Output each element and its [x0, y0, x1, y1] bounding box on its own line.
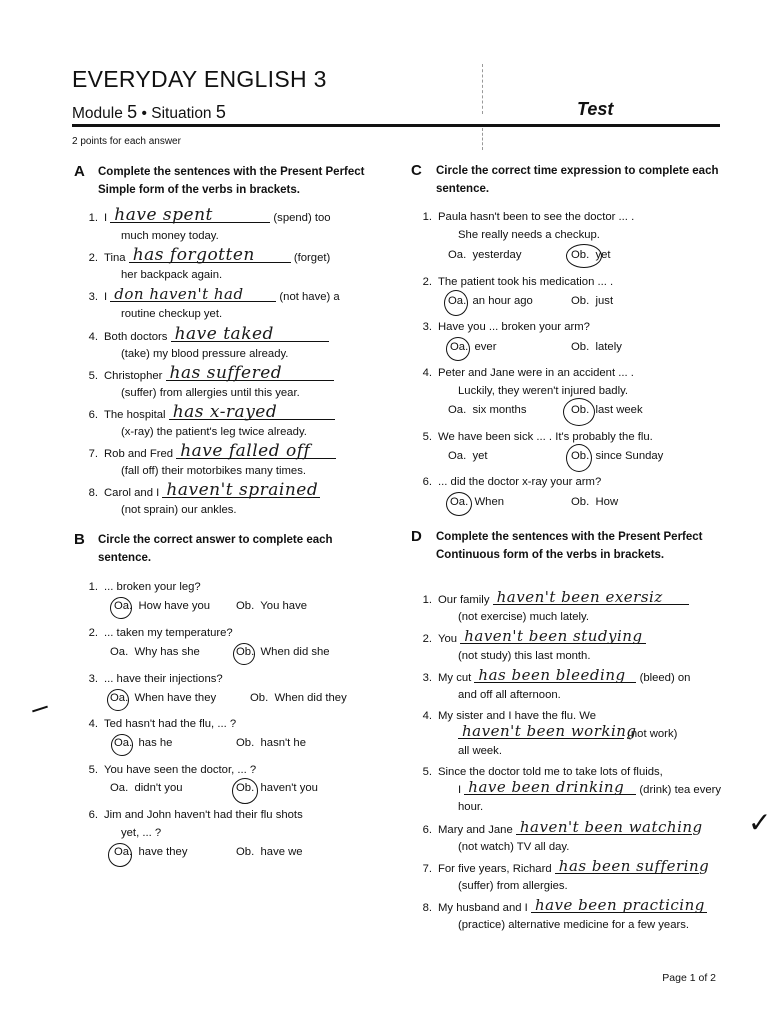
module-number: 5 [127, 102, 138, 122]
a-q4 [74, 324, 329, 346]
option-letter: Oa. [448, 404, 467, 416]
bullet: • [141, 105, 147, 122]
b-q2 [74, 624, 233, 642]
answer-blank[interactable] [460, 629, 646, 644]
q-text: My sister and I have the flu. We [438, 710, 597, 722]
d-q5-line2 [458, 780, 721, 799]
section-b-instructions: Circle the correct answer to complete each sentence. [98, 534, 333, 564]
c-q3-option-b[interactable] [571, 341, 622, 353]
option-letter: Ob. [236, 646, 255, 658]
q-number: 2. [422, 276, 432, 288]
b-q1-option-b[interactable] [236, 600, 307, 612]
d-q6-line2: (not watch) TV all day. [458, 841, 570, 853]
q-text: The hospital [104, 409, 166, 421]
c-q2-option-b[interactable] [571, 295, 613, 307]
answer-circle [111, 734, 133, 756]
q-number: 5. [88, 764, 98, 776]
q-text: Peter and Jane were in an accident ... . [438, 367, 634, 379]
b-q6 [74, 806, 303, 824]
answer-circle [232, 778, 258, 804]
a-q2 [74, 245, 331, 267]
q-number: 5. [88, 370, 98, 382]
option-text: yet [595, 249, 611, 261]
option-letter: Oa. [448, 450, 467, 462]
option-letter: Oa. [448, 249, 467, 261]
a-q7 [74, 441, 336, 463]
q-text: Both doctors [104, 331, 168, 343]
d-q7 [408, 857, 710, 878]
option-text: just [595, 295, 614, 307]
pen-mark [32, 706, 48, 713]
answer-circle [563, 398, 595, 426]
q-text: (bleed) on [639, 672, 691, 684]
option-text: ever [474, 341, 497, 353]
option-text: haven't you [260, 782, 318, 794]
b-q4 [74, 715, 236, 733]
answer-circle [446, 337, 470, 361]
handwritten-answer: have been drinking [468, 778, 625, 796]
section-d-letter: D [411, 528, 422, 545]
handwritten-answer: don haven't had [114, 285, 244, 303]
q-number: 6. [422, 824, 432, 836]
q-number: 6. [88, 409, 98, 421]
situation-label: Situation [151, 105, 212, 122]
a-q8-line2: (not sprain) our ankles. [121, 504, 237, 516]
option-letter: Oa. [450, 341, 469, 353]
option-text: has he [138, 737, 173, 749]
d-q1 [408, 590, 689, 609]
module-heading [72, 102, 226, 123]
q-number: 3. [88, 673, 98, 685]
a-q7-line2: (fall off) their motorbikes many times. [121, 465, 306, 477]
d-q6 [408, 818, 703, 839]
q-number: 8. [88, 487, 98, 499]
q-text: We have been sick ... . It's probably the flu. [438, 431, 653, 443]
d-q7-line2: (suffer) from allergies. [458, 880, 568, 892]
answer-blank[interactable] [110, 205, 270, 225]
c-q5-option-a[interactable] [448, 450, 488, 462]
answer-blank[interactable] [458, 722, 637, 740]
c-q4 [408, 364, 634, 382]
q-text: (drink) tea every [639, 784, 722, 796]
q-number: 5. [422, 766, 432, 778]
q-text: ... broken your leg? [104, 581, 201, 593]
q-text: (not work) [627, 728, 678, 740]
option-text: yet [472, 450, 488, 462]
a-q3-line2: routine checkup yet. [121, 308, 223, 320]
q-number: 6. [88, 809, 98, 821]
q-text: Mary and Jane [438, 824, 513, 836]
d-q8-line2: (practice) alternative medicine for a few years. [458, 919, 690, 931]
answer-blank[interactable] [555, 857, 710, 875]
option-letter: Oa. [110, 782, 129, 794]
d-q4-line2 [458, 724, 677, 743]
handwritten-answer: have been practicing [534, 896, 705, 914]
c-q1-line2: She really needs a checkup. [458, 229, 600, 241]
q-text: Have you ... broken your arm? [438, 321, 590, 333]
answer-blank[interactable] [176, 441, 336, 461]
answer-circle [446, 492, 472, 516]
answer-blank[interactable] [493, 590, 689, 605]
answer-circle [566, 244, 602, 268]
option-text: When did she [260, 646, 330, 658]
b-q5-option-a[interactable] [110, 782, 183, 794]
option-letter: Ob. [236, 737, 255, 749]
a-q1 [74, 205, 331, 227]
section-b-letter: B [74, 531, 85, 548]
b-q3-option-b[interactable] [250, 692, 347, 704]
q-text: ... have their injections? [104, 673, 223, 685]
answer-circle [233, 643, 255, 665]
option-letter: Oa. [450, 496, 469, 508]
a-q3 [74, 287, 340, 306]
option-letter: Ob. [571, 496, 590, 508]
answer-blank[interactable] [129, 245, 291, 265]
q-number: 4. [88, 331, 98, 343]
handwritten-answer: have taked [174, 324, 274, 344]
q-number: 2. [88, 627, 98, 639]
answer-blank[interactable] [166, 363, 334, 383]
b-q3 [74, 670, 223, 688]
section-c-letter: C [411, 162, 422, 179]
d-q3-line2: and off all afternoon. [458, 689, 561, 701]
answer-blank[interactable] [531, 898, 707, 913]
d-q1-line2: (not exercise) much lately. [458, 611, 590, 623]
d-q5-line3: hour. [458, 801, 484, 813]
q-text: Paula hasn't been to see the doctor ... . [438, 211, 635, 223]
q-text: For five years, Richard [438, 863, 552, 875]
q-text: My husband and I [438, 902, 528, 914]
a-q2-line2: her backpack again. [121, 269, 223, 281]
a-q4-line2: (take) my blood pressure already. [121, 348, 289, 360]
c-q4-line2: Luckily, they weren't injured badly. [458, 385, 629, 397]
option-text: an hour ago [472, 295, 533, 307]
q-number: 3. [422, 321, 432, 333]
page-title: EVERYDAY ENGLISH 3 [72, 66, 327, 92]
option-text: How have you [138, 600, 211, 612]
q-number: 6. [422, 476, 432, 488]
handwritten-answer: has forgotten [132, 245, 255, 265]
q-text: ... taken my temperature? [104, 627, 233, 639]
option-text: have we [260, 846, 303, 858]
header-rule [72, 124, 720, 127]
b-q4-option-b[interactable] [236, 737, 306, 749]
q-text: Ted hasn't had the flu, ... ? [104, 718, 237, 730]
option-letter: Oa. [448, 295, 467, 307]
c-q5 [408, 428, 653, 446]
q-text: Christopher [104, 370, 163, 382]
option-text: six months [472, 404, 527, 416]
section-d-instructions: Complete the sentences with the Present Perfect Continuous form of the verbs in brackets. [436, 531, 703, 561]
a-q6 [74, 402, 335, 424]
answer-circle [566, 444, 592, 472]
q-text: Jim and John haven't had their flu shots [104, 809, 303, 821]
option-text: didn't you [134, 782, 183, 794]
q-number: 3. [422, 672, 432, 684]
handwritten-answer: has suffered [169, 363, 283, 383]
q-text: You have seen the doctor, ... ? [104, 764, 257, 776]
dashed-guide-top [482, 64, 484, 114]
option-text: last week [595, 404, 643, 416]
option-text: When did they [274, 692, 347, 704]
option-letter: Oa. [114, 600, 133, 612]
q-number: 2. [422, 633, 432, 645]
q-number: 7. [88, 448, 98, 460]
option-letter: Ob. [571, 341, 590, 353]
points-note: 2 points for each answer [72, 136, 181, 147]
answer-circle [444, 290, 468, 316]
option-letter: Oa. [110, 692, 129, 704]
q-text: (forget) [293, 252, 331, 264]
module-label: Module [72, 105, 123, 122]
option-letter: Ob. [571, 249, 590, 261]
q-number: 7. [422, 863, 432, 875]
handwritten-answer: have falled off [180, 441, 311, 461]
answer-blank[interactable] [474, 668, 636, 683]
q-number: 5. [422, 431, 432, 443]
option-letter: Ob. [250, 692, 269, 704]
page-number: Page 1 of 2 [662, 972, 716, 984]
a-q6-line2: (x-ray) the patient's leg twice already. [121, 426, 307, 438]
b-q6-line2: yet, ... ? [121, 827, 162, 839]
q-text: ... did the doctor x-ray your arm? [438, 476, 602, 488]
answer-blank[interactable] [169, 402, 335, 422]
q-text: Tina [104, 252, 126, 264]
q-text: Rob and Fred [104, 448, 174, 460]
a-q5 [74, 363, 334, 385]
q-text: I [104, 291, 108, 303]
handwritten-answer: has been suffering [558, 857, 710, 875]
b-q6-option-b[interactable] [236, 846, 303, 858]
q-number: 1. [88, 581, 98, 593]
q-number: 4. [88, 718, 98, 730]
q-text: Carol and I [104, 487, 160, 499]
option-text: since Sunday [595, 450, 664, 462]
c-q3 [408, 318, 590, 336]
c-q2 [408, 273, 613, 291]
section-c-instructions: Circle the correct time expression to complete each sentence. [436, 165, 719, 195]
dashed-guide-mid [482, 128, 484, 150]
answer-blank[interactable] [464, 780, 636, 795]
q-text: (not have) a [279, 291, 340, 303]
d-q2 [408, 629, 646, 648]
test-label: Test [577, 99, 614, 119]
q-text: The patient took his medication ... . [438, 276, 614, 288]
option-letter: Oa. [114, 846, 133, 858]
d-q3 [408, 668, 690, 687]
section-a-instructions: Complete the sentences with the Present Perfect Simple form of the verbs in brackets. [98, 166, 365, 196]
d-q2-line2: (not study) this last month. [458, 650, 591, 662]
q-text: Since the doctor told me to take lots of fluids, [438, 766, 663, 778]
q-text: (spend) too [273, 212, 331, 224]
c-q1 [408, 208, 634, 226]
q-text: You [438, 633, 458, 645]
answer-circle [110, 597, 132, 619]
d-q8 [408, 898, 707, 917]
option-letter: Ob. [571, 295, 590, 307]
option-letter: Ob. [236, 782, 255, 794]
b-q1 [74, 578, 201, 596]
a-q5-line2: (suffer) from allergies until this year. [121, 387, 300, 399]
q-text: Our family [438, 594, 490, 606]
option-letter: Ob. [571, 404, 590, 416]
answer-blank[interactable] [110, 287, 276, 302]
q-number: 4. [422, 367, 432, 379]
handwritten-answer: haven't been exersiz [496, 588, 663, 606]
handwritten-answer: haven't been watching [519, 818, 703, 836]
option-text: How [595, 496, 619, 508]
handwritten-answer: haven't been working [462, 722, 637, 740]
option-text: When have they [134, 692, 217, 704]
answer-circle [107, 689, 129, 711]
option-letter: Ob. [236, 846, 255, 858]
b-q5 [74, 761, 256, 779]
d-q4-line3: all week. [458, 745, 502, 757]
option-text: hasn't he [260, 737, 306, 749]
option-text: Why has she [134, 646, 200, 658]
q-text: My cut [438, 672, 472, 684]
q-number: 8. [422, 902, 432, 914]
option-text: yesterday [472, 249, 522, 261]
answer-blank[interactable] [171, 324, 329, 344]
q-number: 3. [88, 291, 98, 303]
handwritten-answer: have spent [114, 205, 213, 225]
c-q4-option-a[interactable] [448, 404, 527, 416]
option-letter: Oa. [114, 737, 133, 749]
situation-number: 5 [215, 102, 226, 122]
c-q1-option-a[interactable] [448, 249, 521, 261]
option-text: When [474, 496, 505, 508]
handwritten-answer: has been bleeding [478, 666, 626, 684]
option-text: have they [138, 846, 188, 858]
q-number: 1. [422, 211, 432, 223]
b-q2-option-a[interactable] [110, 646, 200, 658]
q-text: I [104, 212, 108, 224]
option-text: lately [595, 341, 622, 353]
option-text: You have [260, 600, 307, 612]
q-number: 2. [88, 252, 98, 264]
q-number: 4. [422, 710, 432, 722]
section-a-letter: A [74, 163, 85, 180]
answer-blank[interactable] [516, 818, 703, 836]
handwritten-answer: haven't been studying [464, 627, 643, 645]
c-q6 [408, 473, 601, 491]
answer-blank[interactable] [162, 480, 320, 500]
handwritten-answer: has x-rayed [172, 402, 278, 422]
a-q8 [74, 480, 320, 502]
option-letter: Ob. [236, 600, 255, 612]
option-letter: Oa. [110, 646, 129, 658]
q-text: I [458, 784, 462, 796]
q-number: 1. [88, 212, 98, 224]
answer-circle [108, 843, 132, 867]
option-letter: Ob. [571, 450, 590, 462]
c-q6-option-b[interactable] [571, 496, 618, 508]
a-q1-line2: much money today. [121, 230, 219, 242]
q-number: 1. [422, 594, 432, 606]
check-mark: ✓ [748, 806, 771, 839]
handwritten-answer: haven't sprained [166, 480, 319, 500]
